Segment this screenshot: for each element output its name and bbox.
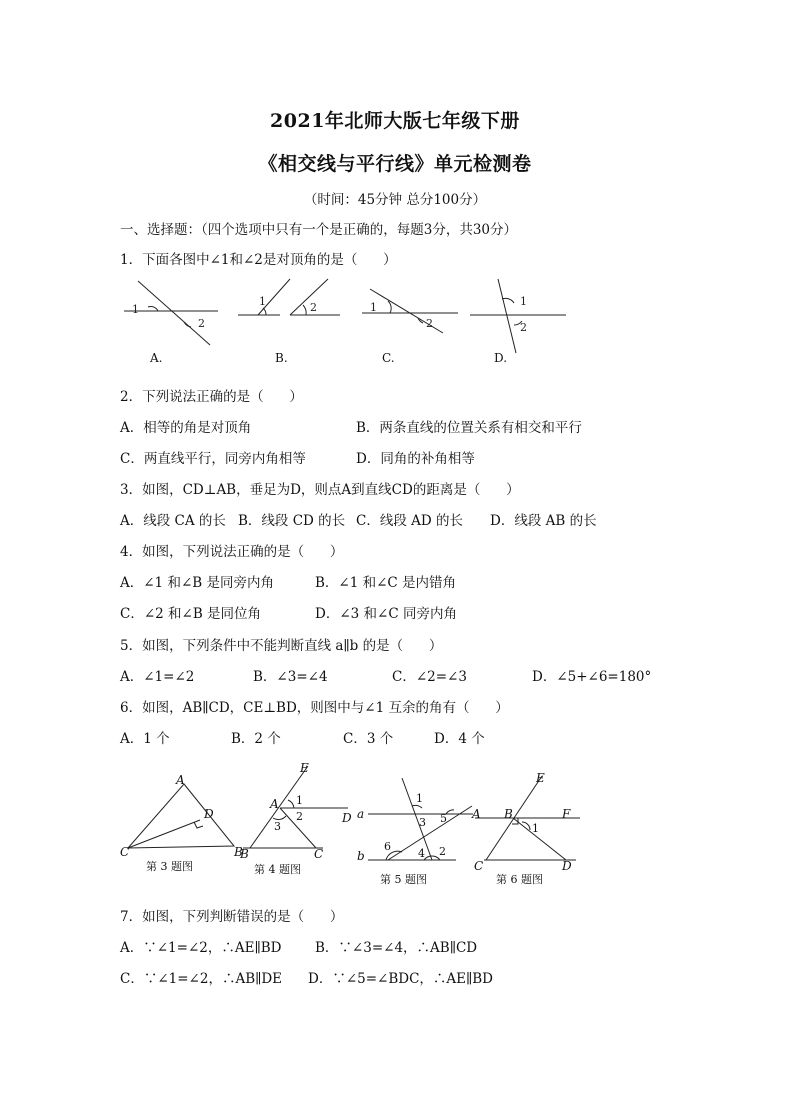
question-6-option-a: A．1 个 — [120, 731, 170, 747]
fig4-angle-2: 2 — [296, 810, 303, 823]
fig5-line-b: b — [357, 849, 365, 863]
question-3-option-c: C．线段 AD 的长 — [356, 513, 463, 529]
fig6-point-c: C — [474, 859, 484, 873]
question-5-option-d: D．∠5+∠6=180° — [532, 669, 652, 685]
exam-info: （时间：45分钟 总分100分） — [303, 192, 487, 208]
question-5-option-c: C．∠2=∠3 — [392, 669, 467, 685]
question-2-option-b: B．两条直线的位置关系有相交和平行 — [356, 420, 582, 436]
fig5-angle-4: 4 — [418, 847, 425, 860]
fig3-point-a: A — [176, 773, 185, 787]
fig4-angle-1: 1 — [296, 794, 303, 807]
fig3-point-c: C — [120, 845, 130, 859]
title-line-2: 《相交线与平行线》单元检测卷 — [258, 153, 532, 175]
fig5-angle-1: 1 — [416, 792, 423, 805]
question-5-text: 5．如图，下列条件中不能判断直线 a∥b 的是（ ） — [120, 638, 443, 654]
fig4-point-c: C — [314, 847, 324, 861]
fig5-angle-3: 3 — [419, 816, 426, 829]
question-6-option-d: D．4 个 — [434, 731, 485, 747]
question-4-text: 4．如图，下列说法正确的是（ ） — [120, 544, 344, 560]
q1-option-b-label: B. — [275, 351, 288, 365]
fig6-point-a: A — [472, 807, 481, 821]
fig5-angle-2: 2 — [439, 845, 446, 858]
question-2-option-c: C．两直线平行，同旁内角相等 — [120, 451, 306, 467]
q1a-angle-1-label: 1 — [132, 303, 139, 316]
question-2-option-a: A．相等的角是对顶角 — [120, 420, 252, 436]
question-7-text: 7．如图，下列判断错误的是（ ） — [120, 909, 344, 925]
question-3-option-d: D．线段 AB 的长 — [490, 513, 597, 529]
question-3-text: 3．如图，CD⊥AB，垂足为D，则点A到直线CD的距离是（ ） — [120, 482, 520, 498]
fig3-point-d: D — [204, 807, 214, 821]
question-3-option-a: A．线段 CA 的长 — [120, 513, 226, 529]
title-line-1: 2021年北师大版七年级下册 — [270, 110, 520, 132]
question-2-option-d: D．同角的补角相等 — [356, 451, 475, 467]
fig4-point-e: E — [300, 761, 309, 775]
fig5-caption: 第 5 题图 — [380, 873, 427, 886]
question-7-option-c: C．∵∠1=∠2，∴AB∥DE — [120, 971, 283, 987]
fig6-point-b: B — [504, 807, 513, 821]
fig6-caption: 第 6 题图 — [496, 873, 543, 886]
question-4-option-b: B．∠1 和∠C 是内错角 — [315, 575, 457, 591]
q1b-angle-2-label: 2 — [310, 301, 317, 314]
q1a-angle-2-label: 2 — [198, 317, 205, 330]
q1d-angle-2-label: 2 — [520, 321, 527, 334]
fig3-point-b: B — [234, 845, 243, 859]
figures-row — [110, 760, 590, 890]
fig4-angle-3: 3 — [274, 820, 281, 833]
question-2-text: 2．下列说法正确的是（ ） — [120, 389, 303, 405]
question-6-option-c: C．3 个 — [343, 731, 394, 747]
fig6-point-d: D — [562, 859, 572, 873]
fig5-angle-6: 6 — [384, 840, 391, 853]
fig5-line-a: a — [357, 807, 365, 821]
fig3-caption: 第 3 题图 — [146, 860, 193, 873]
question-1-text: 1．下面各图中∠1和∠2是对顶角的是（ ） — [120, 252, 397, 268]
question-4-option-c: C．∠2 和∠B 是同位角 — [120, 606, 262, 622]
fig6-angle-1: 1 — [532, 822, 539, 835]
q1c-angle-1-label: 1 — [370, 301, 377, 314]
question-4-option-d: D．∠3 和∠C 同旁内角 — [315, 606, 457, 622]
fig5-angle-5: 5 — [440, 812, 447, 825]
q1d-angle-1-label: 1 — [520, 295, 527, 308]
question-5-option-b: B．∠3=∠4 — [253, 669, 328, 685]
fig4-point-b: B — [240, 847, 249, 861]
question-4-option-a: A．∠1 和∠B 是同旁内角 — [120, 575, 274, 591]
fig4-point-d: D — [342, 811, 352, 825]
section-heading: 一、选择题：（四个选项中只有一个是正确的，每题3分，共30分） — [120, 222, 518, 238]
fig4-point-a: A — [270, 797, 279, 811]
question-5-option-a: A．∠1=∠2 — [120, 669, 195, 685]
question-7-option-d: D．∵∠5=∠BDC，∴AE∥BD — [308, 971, 494, 987]
fig6-point-e: E — [536, 771, 545, 785]
q1-option-c-label: C. — [382, 351, 395, 365]
question-1-figures — [118, 275, 588, 370]
fig4-caption: 第 4 题图 — [254, 863, 301, 876]
q1b-angle-1-label: 1 — [259, 295, 266, 308]
q1-option-a-label: A. — [150, 351, 163, 365]
question-6-option-b: B．2 个 — [231, 731, 281, 747]
q1-option-d-label: D. — [494, 351, 508, 365]
fig6-point-f: F — [562, 807, 571, 821]
question-7-option-a: A．∵∠1=∠2，∴AE∥BD — [120, 940, 282, 956]
question-3-option-b: B．线段 CD 的长 — [238, 513, 346, 529]
q1c-angle-2-label: 2 — [426, 317, 433, 330]
question-7-option-b: B．∵∠3=∠4，∴AB∥CD — [315, 940, 478, 956]
question-6-text: 6．如图，AB∥CD，CE⊥BD，则图中与∠1 互余的角有（ ） — [120, 700, 509, 716]
